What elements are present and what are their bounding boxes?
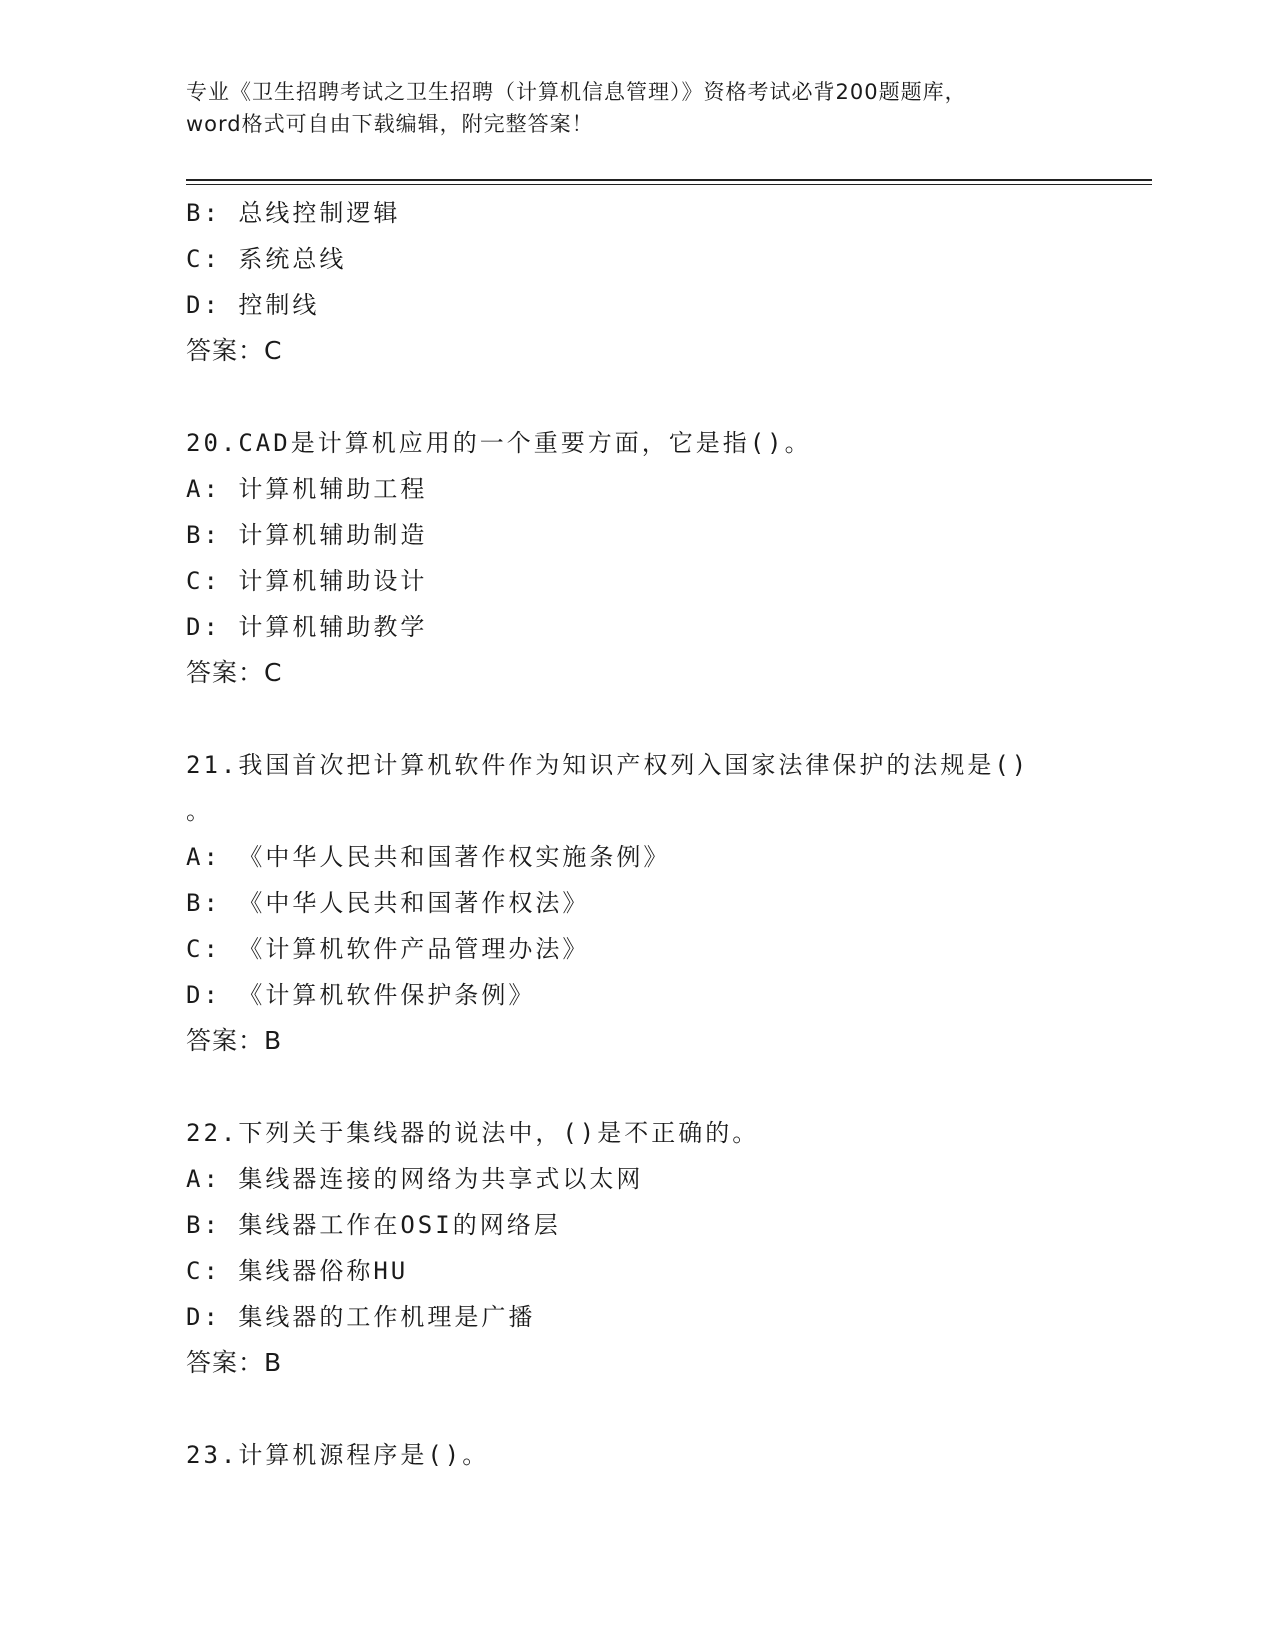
document-header [186,76,1086,140]
question-text: 20.CAD是计算机应用的一个重要方面，它是指()。 [186,429,812,457]
option-b: B: 计算机辅助制造 [186,521,428,549]
answer-line: 答案：B [186,1348,283,1377]
option-a: A: 集线器连接的网络为共享式以太网 [186,1165,644,1193]
question-22 [186,1110,1086,1386]
option-b: B: 《中华人民共和国著作权法》 [186,889,590,917]
header-line-2: word格式可自由下载编辑，附完整答案！ [186,112,594,136]
option-b: B: 集线器工作在OSI的网络层 [186,1211,561,1239]
answer-line: 答案：C [186,336,283,365]
option-d: D: 《计算机软件保护条例》 [186,981,536,1009]
question-text-continuation: 。 [186,797,213,825]
answer-line: 答案：C [186,658,283,687]
question-21 [186,742,1086,1064]
question-text: 21.我国首次把计算机软件作为知识产权列入国家法律保护的法规是() [186,751,1030,779]
option-c: C: 计算机辅助设计 [186,567,428,595]
option-d: D: 集线器的工作机理是广播 [186,1303,536,1331]
question-23 [186,1432,1086,1478]
option-c: C: 集线器俗称HU [186,1257,409,1285]
header-line-1: 专业《卫生招聘考试之卫生招聘（计算机信息管理）》资格考试必背200题题库， [186,80,967,104]
option-b: B: 总线控制逻辑 [186,199,401,227]
option-a: A: 计算机辅助工程 [186,475,428,503]
option-c: C: 系统总线 [186,245,347,273]
option-d: D: 计算机辅助教学 [186,613,428,641]
answer-line: 答案：B [186,1026,283,1055]
option-c: C: 《计算机软件产品管理办法》 [186,935,590,963]
question-list [186,190,1086,1478]
option-a: A: 《中华人民共和国著作权实施条例》 [186,843,671,871]
question-text: 23.计算机源程序是()。 [186,1441,490,1469]
option-d: D: 控制线 [186,291,320,319]
header-divider-thin [186,184,1152,185]
question-20 [186,420,1086,696]
question-text: 22.下列关于集线器的说法中，()是不正确的。 [186,1119,760,1147]
header-divider-thick [186,179,1152,181]
question-19 [186,190,1086,374]
